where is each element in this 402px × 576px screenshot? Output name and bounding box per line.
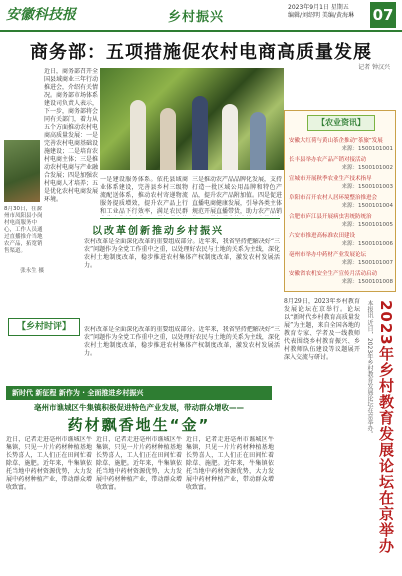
section-title: 乡村振兴 xyxy=(168,10,225,25)
person-figure xyxy=(130,100,146,170)
commentary-subhead: 以改革创新推动乡村振兴 xyxy=(92,226,224,237)
sidebar-item-source: 来源：1500101001 xyxy=(341,146,393,152)
lead-headline: 商务部：五项措施促农村电商高质量发展 xyxy=(30,42,372,63)
lead-column-3: 三是推动农产品品牌化发展，支持打造一批区域公用品牌和特色产品，提升农产品附加值。四是促进直播电商健康发展，引导各类主体规范开展直播带货，助力农产品销 xyxy=(192,176,282,215)
news-sidebar xyxy=(284,110,396,292)
editors: 编辑/刘绍明 美编/黄海琳 xyxy=(288,12,354,19)
story-column-3: 近日，记者走进亳州市谯城区牛集镇，只见一片片药材种植基地长势喜人，工人们正在田间忙着除草、施肥。近年来，牛集镇依托当地中药材资源优势，大力发展中药材种植产业，带动群众增收致富。 xyxy=(186,436,274,491)
sidebar-item[interactable] xyxy=(289,232,393,248)
divider xyxy=(100,218,280,219)
sidebar-item-text: 阜阳市召开农村人居环境整治推进会 xyxy=(289,195,378,201)
sidebar-item-text: 安徽省农机安全生产宣传月活动启动 xyxy=(289,271,378,277)
sidebar-item-source: 来源：1500101002 xyxy=(341,165,393,171)
sidebar-item-source: 来源：1500101003 xyxy=(341,184,393,190)
sidebar-item-text: 安徽大红荷与黄山茶企推动“茶旅”发展 xyxy=(289,138,383,144)
story-subtitle: 亳州市谯城区牛集镇积极促进特色产业发展，带动群众增收—— xyxy=(34,403,244,412)
sidebar-item[interactable] xyxy=(289,156,393,172)
commentary-body: 农村改革是全面深化改革的重要组成部分。近年来，我省坚持把解决好“三农”问题作为全党工作重中之重，以处理好农民与土地的关系为主线，深化农村土地制度改革，稳步推进农村集体产权制度改革，激发农村发展活力。 xyxy=(84,238,280,269)
right-article-sub: 本报讯 近日，2023年乡村教育发展论坛在京举办。 xyxy=(366,300,373,438)
person-figure xyxy=(160,108,176,170)
lead-column-2: 一是建设服务体系。依托县域商业体系建设，完善县乡村三级物流配送体系，推动农村寄递物流服务提质增效，提升农产品上行和工业品下行效率，满足农民群 xyxy=(100,176,188,215)
dateline xyxy=(288,4,358,20)
right-article-body: 8月29日，2023年乡村教育发展论坛在京举行。论坛以“新时代乡村教育高质量发展”为主题，来自全国各地的教育专家、学者及一线教师代表围绕乡村教育振兴、乡村教师队伍建设等议题展开深入交流与研讨。 xyxy=(284,298,360,361)
sidebar-item-text: 合肥市庐江县开展病虫害统防统治 xyxy=(289,214,372,220)
sidebar-item-source: 来源：1500101006 xyxy=(341,241,393,247)
sidebar-item[interactable] xyxy=(289,213,393,229)
newspaper-brand: 安徽科技报 xyxy=(6,7,76,23)
sidebar-item-source: 来源：1500101004 xyxy=(341,203,393,209)
masthead xyxy=(0,0,402,32)
sidebar-item[interactable] xyxy=(289,137,393,153)
sidebar-item[interactable] xyxy=(289,194,393,210)
right-article-headline: 2023年乡村教育发展论坛在京举办 xyxy=(377,300,395,554)
photo-caption-left: 8月30日，在滁州市凤阳县小岗村电商服务中心，工作人员通过直播推介当地农产品，拓宽销售渠道。 xyxy=(4,206,43,254)
lead-byline: 记者 钟汉兴 xyxy=(358,64,390,71)
sidebar-item[interactable] xyxy=(289,270,393,286)
photo-credit-left: 张永生 摄 xyxy=(20,268,44,274)
sidebar-item-text: 亳州市举办中药材产业发展论坛 xyxy=(289,252,367,258)
sidebar-item-text: 六安市推进高标准农田建设 xyxy=(289,233,356,239)
person-figure xyxy=(192,96,208,170)
sidebar-item-source: 来源：1500101007 xyxy=(341,260,393,266)
sidebar-item[interactable] xyxy=(289,175,393,191)
photo-vineyard xyxy=(100,68,284,170)
sidebar-item-source: 来源：1500101005 xyxy=(341,222,393,228)
story-title: 药材飘香地生“金” xyxy=(67,416,211,434)
commentary-label: 【乡村时评】 xyxy=(8,318,80,336)
lead-column-1: 近日，商务部召开全国县域商业三年行动推进会，介绍有关情况。商务部市场体系建设司负责人表示，下一步，商务部将会同有关部门，着力从五个方面推动农村电商高质量发展：一是完善农村电商基础设施建设；二是培育农村电商主体；三是推动农村电商与产业融合发展；四是加强农村电商人才培养；五是优化农村电商发展环境。 xyxy=(44,68,98,203)
sidebar-title: 【农业资讯】 xyxy=(307,115,375,131)
campaign-banner: 新时代 新征程 新作为 · 全面推进乡村振兴 xyxy=(6,386,272,400)
sidebar-list xyxy=(289,137,393,289)
sidebar-item-source: 来源：1500101008 xyxy=(341,279,393,285)
story-column-2: 近日，记者走进亳州市谯城区牛集镇，只见一片片药材种植基地长势喜人，工人们正在田间忙着除草、施肥。近年来，牛集镇依托当地中药材资源优势，大力发展中药材种植产业，带动群众增收致富。 xyxy=(96,436,182,491)
person-figure xyxy=(222,104,238,170)
sidebar-item[interactable] xyxy=(289,251,393,267)
photo-livestream xyxy=(4,140,40,202)
sidebar-item-text: 宣城市开展秋季农业生产技术指导 xyxy=(289,176,372,182)
sidebar-item-text: 长丰县举办农产品产销对接活动 xyxy=(289,157,367,163)
person-figure xyxy=(250,112,266,170)
page-number: 07 xyxy=(370,2,396,28)
story-column-1: 近日，记者走进亳州市谯城区牛集镇，只见一片片药材种植基地长势喜人，工人们正在田间忙着除草、施肥。近年来，牛集镇依托当地中药材资源优势，大力发展中药材种植产业，带动群众增收致富。 xyxy=(6,436,92,491)
issue-date: 2023年9月1日 星期五 xyxy=(288,4,349,11)
commentary-body-cont: 农村改革是全面深化改革的重要组成部分。近年来，我省坚持把解决好“三农”问题作为全党工作重中之重，以处理好农民与土地的关系为主线，深化农村土地制度改革，稳步推进农村集体产权制度改革，激发农村发展活力。 xyxy=(84,326,280,357)
